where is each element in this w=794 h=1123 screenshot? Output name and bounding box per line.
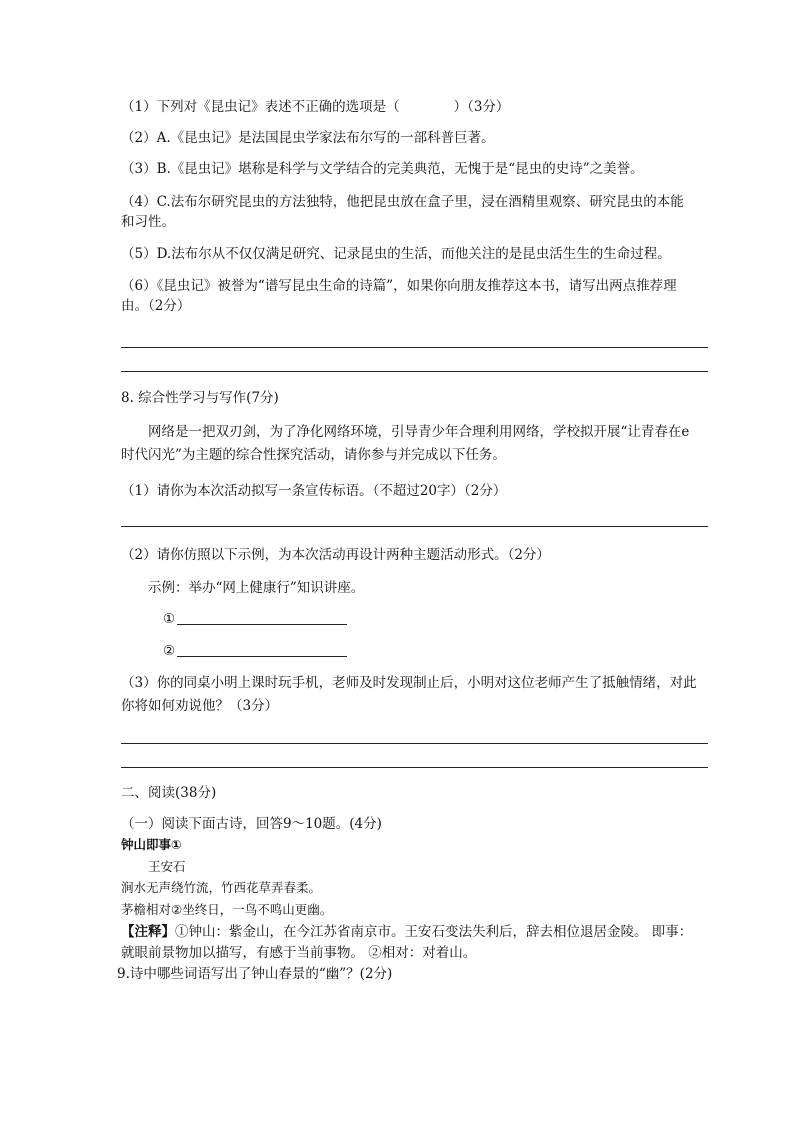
note-line-1 xyxy=(121,922,692,942)
poem-title: 钟山即事① xyxy=(121,837,182,852)
q7-option-c-line-2: 和习性。 xyxy=(121,214,175,230)
q8-intro-line-2: 时代闪光”为主题的综合性探究活动，请你参与并完成以下任务。 xyxy=(121,447,506,463)
answer-line-1[interactable] xyxy=(121,347,708,348)
answer-line-5[interactable] xyxy=(121,767,708,768)
q8-task-1: （1）请你为本次活动拟写一条宣传标语。（不超过20字）（2分） xyxy=(121,483,507,499)
note-text: ①钟山：紫金山，在今江苏省南京市。王安石变法失利后，辞去相位退居金陵。 即事： xyxy=(175,924,693,940)
poem-line-2: 茅檐相对②坐终日，一鸟不鸣山更幽。 xyxy=(121,902,333,917)
note-label: 【注释】 xyxy=(121,924,175,940)
q8-intro-line-1: 网络是一把双刃剑，为了净化网络环境，引导青少年合理利用网络，学校拟开展“让青春在e xyxy=(148,424,690,440)
q8-heading: 8. 综合性学习与写作(7分) xyxy=(121,390,279,406)
note-line-2: 就眼前景物加以描写，有感于当前事物。 ②相对：对着山。 xyxy=(121,945,477,961)
q7-option-c-line-1: （4）C.法布尔研究昆虫的方法独特，他把昆虫放在盒子里，浸在酒精里观察、研究昆虫的本能 xyxy=(121,194,684,210)
part2-subheading: （一）阅读下面古诗，回答9～10题。(4分) xyxy=(121,816,382,832)
q7-recommend-line-1: （6）《昆虫记》被誉为“谱写昆虫生命的诗篇”，如果你向朋友推荐这本书，请写出两点推荐理 xyxy=(121,278,677,294)
part2-heading: 二、阅读(38分) xyxy=(121,785,217,801)
q8-answer-1[interactable] xyxy=(163,609,347,629)
answer-line-3[interactable] xyxy=(121,526,708,527)
q7-option-b: （3）B.《昆虫记》堪称是科学与文学结合的完美典范，无愧于是“昆虫的史诗”之美誉。 xyxy=(121,161,644,177)
q7-line-1: （1）下列对《昆虫记》表述不正确的选项是（ ）（3分） xyxy=(121,99,510,115)
circled-2: ② xyxy=(163,643,176,659)
poem-line-1: 涧水无声绕竹流，竹西花草弄春柔。 xyxy=(121,880,322,895)
circled-1: ① xyxy=(163,611,176,627)
q9: 9.诗中哪些词语写出了钟山春景的“幽”？(2分) xyxy=(117,966,393,982)
q8-answer-2[interactable] xyxy=(163,641,347,661)
blank-line[interactable] xyxy=(177,610,347,625)
q7-option-d: （5）D.法布尔从不仅仅满足研究、记录昆虫的生活，而他关注的是昆虫活生生的生命过程。 xyxy=(121,246,671,262)
q8-task-3-line-1: （3）你的同桌小明上课时玩手机，老师及时发现制止后，小明对这位老师产生了抵触情绪，对此 xyxy=(121,675,697,691)
answer-line-4[interactable] xyxy=(121,743,708,744)
q7-option-a: （2）A.《昆虫记》是法国昆虫学家法布尔写的一部科普巨著。 xyxy=(121,130,495,146)
blank-line[interactable] xyxy=(177,642,347,657)
answer-line-2[interactable] xyxy=(121,371,708,372)
q8-task-2: （2）请你仿照以下示例，为本次活动再设计两种主题活动形式。（2分） xyxy=(121,547,550,563)
q8-task-3-line-2: 你将如何劝说他？（3分） xyxy=(121,698,279,714)
q8-example: 示例：举办“网上健康行”知识讲座。 xyxy=(148,580,365,596)
poem-author: 王安石 xyxy=(148,859,186,874)
q7-recommend-line-2: 由。（2分） xyxy=(121,298,191,314)
